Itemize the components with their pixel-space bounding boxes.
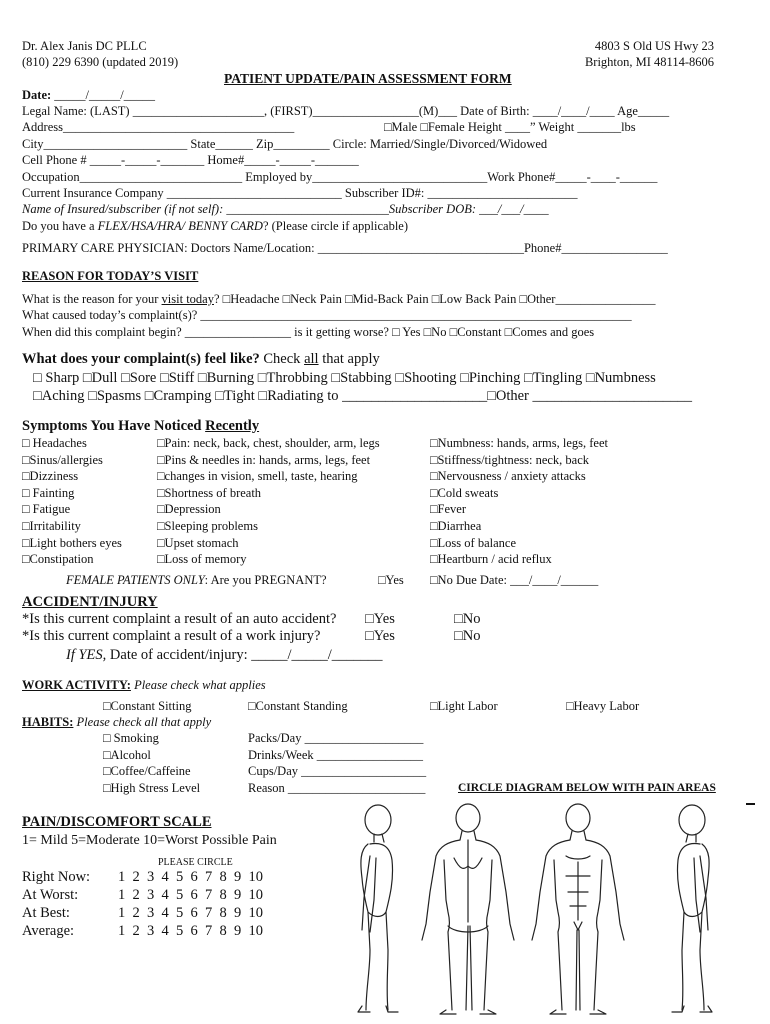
symptom-item[interactable]: □Fever (430, 502, 467, 517)
symptom-item[interactable]: □Dizziness (22, 469, 79, 484)
pain-scale-heading: PAIN/DISCOMFORT SCALE (22, 814, 212, 830)
insurance-field[interactable]: Current Insurance Company ____________________________ Subscriber ID#: ________________________ (22, 186, 578, 200)
symptom-item[interactable]: □ Fatigue (22, 502, 71, 517)
work-option-light-labor[interactable]: □Light Labor (430, 699, 498, 713)
symptom-item[interactable]: □Shortness of breath (157, 485, 262, 500)
pain-row-label: At Worst: (22, 887, 79, 903)
address-field[interactable]: Address_____________________________________ (22, 120, 295, 134)
symptom-item[interactable]: □changes in vision, smell, taste, hearing (157, 469, 358, 484)
body-figure-back[interactable] (422, 804, 514, 1014)
reason-heading: REASON FOR TODAY’S VISIT (22, 269, 199, 283)
form-title: PATIENT UPDATE/PAIN ASSESSMENT FORM (224, 71, 512, 86)
symptom-item[interactable]: □Stiffness/tightness: neck, back (430, 452, 590, 467)
work-injury-no-checkbox[interactable]: □No (454, 628, 481, 644)
pregnancy-yes-checkbox[interactable]: □Yes (378, 573, 404, 587)
flex-card-question: Do you have a FLEX/HSA/HRA/ BENNY CARD? (Please circle if applicable) (22, 219, 409, 233)
practice-name: Dr. Alex Janis DC PLLC (22, 39, 147, 53)
please-circle-label: PLEASE CIRCLE (158, 857, 233, 868)
drinks-per-week-field[interactable]: Drinks/Week _________________ (248, 748, 424, 762)
pain-scale-row[interactable]: 1 2 3 4 5 6 7 8 9 10 (118, 887, 263, 903)
feel-heading: What does your complaint(s) feel like? Check all that apply (22, 351, 380, 367)
symptoms-column-3 (430, 435, 608, 568)
habit-alcohol[interactable]: □Alcohol (103, 748, 151, 762)
habit-coffee[interactable]: □Coffee/Caffeine (103, 764, 191, 778)
symptom-item[interactable]: □Pins & needles in: hands, arms, legs, feet (157, 452, 371, 467)
symptom-item[interactable]: □Irritability (22, 518, 81, 533)
practice-phone: (810) 229 6390 (updated 2019) (22, 55, 179, 69)
work-injury-yes-checkbox[interactable]: □Yes (365, 628, 395, 644)
auto-accident-question: *Is this current complaint a result of an auto accident? (22, 611, 337, 627)
symptoms-heading: Symptoms You Have Noticed Recently (22, 418, 260, 434)
habit-stress[interactable]: □High Stress Level (103, 781, 201, 795)
pain-row-label: Right Now: (22, 869, 91, 885)
phone-fields[interactable]: Cell Phone # _____-_____-_______ Home#_____-_____-_______ (22, 153, 359, 167)
diagram-instruction: CIRCLE DIAGRAM BELOW WITH PAIN AREAS (458, 782, 716, 794)
date-field[interactable]: Date: _____/_____/_____ (22, 88, 155, 102)
symptom-item[interactable]: □Sleeping problems (157, 518, 258, 533)
symptom-item[interactable]: □Depression (157, 502, 221, 517)
pain-row-label: Average: (22, 923, 75, 939)
symptom-item[interactable]: □Loss of balance (430, 535, 516, 550)
symptom-item[interactable]: □Numbness: hands, arms, legs, feet (430, 436, 609, 450)
sex-height-weight-field[interactable]: □Male □Female Height ____” Weight _______lbs (384, 120, 636, 134)
symptom-item[interactable]: □Pain: neck, back, chest, shoulder, arm, legs (157, 436, 380, 450)
symptom-item[interactable]: □Upset stomach (157, 535, 239, 550)
cups-per-day-field[interactable]: Cups/Day ____________________ (248, 764, 427, 778)
city-state-zip-field[interactable]: City_______________________ State______ Zip_________ Circle: Married/Single/Divorced/Widowed (22, 137, 548, 151)
body-figure-left-side[interactable] (672, 805, 712, 1012)
pain-scale-row[interactable]: 1 2 3 4 5 6 7 8 9 10 (118, 869, 263, 885)
symptoms-column-1 (22, 435, 122, 568)
address-line-2: Brighton, MI 48114-8606 (584, 55, 714, 69)
symptoms-column-2 (157, 435, 380, 568)
pcp-field[interactable]: PRIMARY CARE PHYSICIAN: Doctors Name/Location: _________________________________Phone#_________________ (22, 241, 668, 255)
insured-field[interactable]: Name of Insured/subscriber (if not self): __________________________Subscriber DOB: ___/___/____ (22, 202, 549, 216)
cause-question[interactable]: What caused today’s complaint(s)? _____________________________________________________________________ (22, 308, 632, 322)
stress-reason-field[interactable]: Reason ______________________ (248, 781, 426, 795)
pain-scale-row[interactable]: 1 2 3 4 5 6 7 8 9 10 (118, 923, 263, 939)
pregnancy-no-due-date[interactable]: □No Due Date: ___/____/______ (430, 573, 599, 587)
legal-name-field[interactable]: Legal Name: (LAST) _____________________, (FIRST)_________________(M)___ Date of Birth: ____/____/____ Age_____ (22, 104, 670, 118)
pain-labels (22, 868, 90, 940)
body-figure-right-side[interactable] (358, 805, 398, 1012)
work-option-standing[interactable]: □Constant Standing (248, 699, 348, 713)
reason-question[interactable]: What is the reason for your visit today? □Headache □Neck Pain □Mid-Back Pain □Low Back Pain □Other________________ (22, 292, 656, 306)
work-option-sitting[interactable]: □Constant Sitting (103, 699, 192, 713)
pain-row-label: At Best: (22, 905, 70, 921)
divider-mark (746, 803, 755, 805)
work-option-heavy-labor[interactable]: □Heavy Labor (566, 699, 640, 713)
pregnancy-question: FEMALE PATIENTS ONLY: Are you PREGNANT? (66, 573, 327, 587)
pain-scales (118, 868, 263, 940)
symptom-item[interactable]: □Cold sweats (430, 485, 499, 500)
occupation-field[interactable]: Occupation__________________________ Employed by____________________________Work Phone#_____-____-______ (22, 170, 658, 184)
symptom-item[interactable]: □Sinus/allergies (22, 452, 103, 467)
feel-options-2[interactable]: □Aching □Spasms □Cramping □Tight □Radiating to ____________________□Other ______________________ (33, 388, 692, 404)
pain-scale-row[interactable]: 1 2 3 4 5 6 7 8 9 10 (118, 905, 263, 921)
symptom-item[interactable]: □Nervousness / anxiety attacks (430, 469, 586, 484)
packs-per-day-field[interactable]: Packs/Day ___________________ (248, 731, 424, 745)
symptom-item[interactable]: □ Fainting (22, 485, 75, 500)
accident-heading: ACCIDENT/INJURY (22, 594, 158, 610)
symptom-item[interactable]: □Light bothers eyes (22, 535, 122, 550)
feel-options-1[interactable]: □ Sharp □Dull □Sore □Stiff □Burning □Throbbing □Stabbing □Shooting □Pinching □Tingling □Numbness (33, 370, 656, 386)
address-line-1: 4803 S Old US Hwy 23 (594, 39, 714, 53)
symptom-item[interactable]: □Heartburn / acid reflux (430, 552, 552, 567)
pain-scale-legend: 1= Mild 5=Moderate 10=Worst Possible Pain (22, 833, 277, 848)
habits-heading: HABITS: Please check all that apply (22, 715, 212, 729)
habit-smoking[interactable]: □ Smoking (103, 731, 159, 745)
auto-accident-no-checkbox[interactable]: □No (454, 611, 481, 627)
onset-question[interactable]: When did this complaint begin? _________________ is it getting worse? □ Yes □No □Constant □Comes and goes (22, 325, 595, 339)
symptom-item[interactable]: □ Headaches (22, 436, 87, 450)
symptom-item[interactable]: □Loss of memory (157, 552, 247, 567)
auto-accident-yes-checkbox[interactable]: □Yes (365, 611, 395, 627)
accident-date-field[interactable]: If YES, Date of accident/injury: _____/_____/_______ (66, 647, 383, 663)
work-injury-question: *Is this current complaint a result of a work injury? (22, 628, 321, 644)
body-figure-front[interactable] (532, 804, 624, 1014)
body-diagram[interactable] (330, 800, 742, 1016)
work-activity-heading: WORK ACTIVITY: Please check what applies (22, 678, 266, 692)
symptom-item[interactable]: □Diarrhea (430, 518, 482, 533)
symptom-item[interactable]: □Constipation (22, 552, 94, 567)
